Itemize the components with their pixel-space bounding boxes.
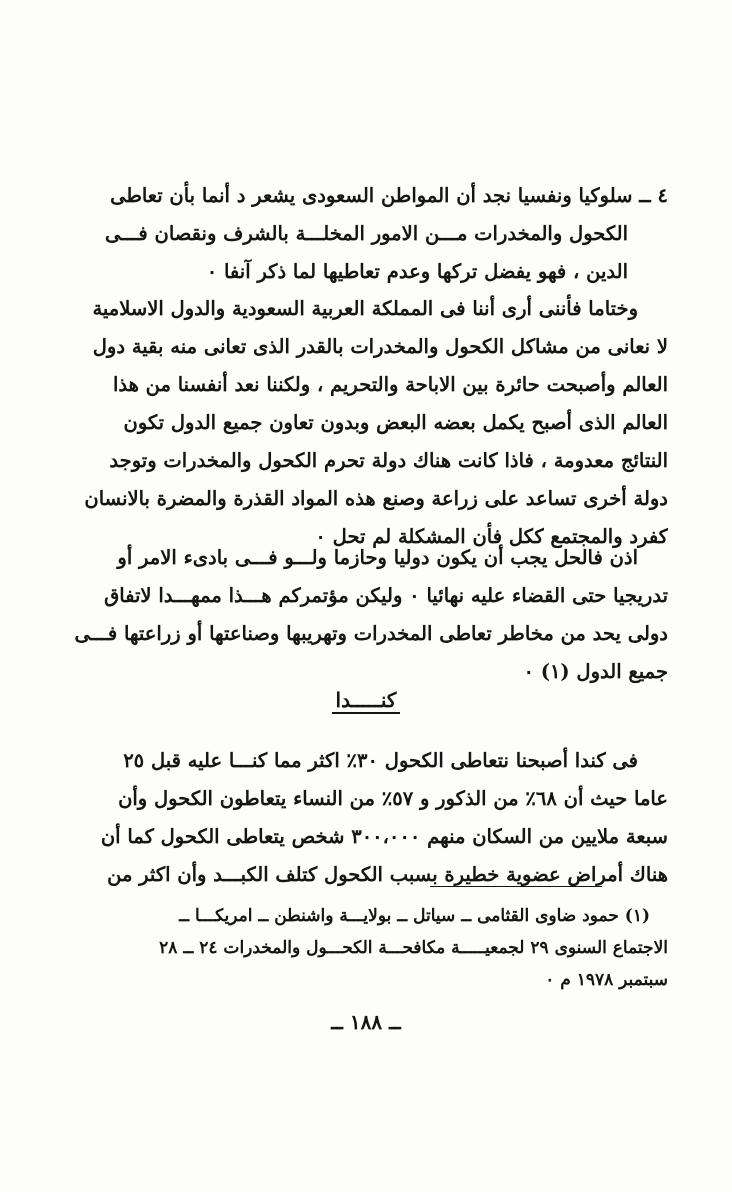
text-line: اذن فالحل يجب أن يكون دوليا وحازما ولـــو فـــى بادىء الامر أو <box>117 546 638 569</box>
footnote-line: الاجتماع السنوى ٢٩ لجمعيـــــة مكافحـــة الكحـــول والمخدرات ٢٤ ــ ٢٨ <box>159 938 668 958</box>
section-heading <box>0 688 732 712</box>
canada-paragraph <box>72 742 668 894</box>
page-number: ــ ١٨٨ ــ <box>331 1010 401 1034</box>
text-line: العالم وأصبحت حائرة بين الاباحة والتحريم ، ولكننا نعد أنفسنا من هذا <box>112 373 668 396</box>
solution-paragraph <box>72 539 668 691</box>
conclusion-paragraph <box>72 290 668 556</box>
text-line: سبعة ملايين من السكان منهم ٣٠٠،٠٠٠ شخص يتعاطى الكحول كما أن <box>100 825 668 848</box>
text-line: الدين ، فهو يفضل تركها وعدم تعاطيها لما ذكر آنفا ٠ <box>206 260 628 283</box>
text-line: ٤ ــ سلوكيا ونفسيا نجد أن المواطن السعودى يشعر د أنما بأن تعاطى <box>110 184 668 207</box>
text-line: دولة أخرى تساعد على زراعة وصنع هذه المواد القذرة والمضرة بالانسان <box>84 487 668 510</box>
text-line: جميع الدول (١) ٠ <box>523 660 668 683</box>
text-line: هناك أمراض عضوية خطيرة بسبب الكحول كتلف الكبـــد وأن اكثر من <box>107 863 668 886</box>
text-line: لا نعانى من مشاكل الكحول والمخدرات بالقدر الذى تعانى منه بقية دول <box>92 335 668 358</box>
text-line: فى كندا أصبحنا نتعاطى الكحول ٣٠٪ اكثر مما كنـــا عليه قبل ٢٥ <box>123 749 638 772</box>
footnote <box>72 900 668 996</box>
text-line: دولى يحد من مخاطر تعاطى المخدرات وتهريبها وصناعتها أو زراعتها فـــى <box>74 622 668 645</box>
text-line: كفرد والمجتمع ككل فأن المشكلة لم تحل ٠ <box>315 525 668 548</box>
text-line: تدريجيا حتى القضاء عليه نهائيا ٠ وليكن مؤتمركم هـــذا ممهـــدا لاتفاق <box>104 584 668 607</box>
text-line: النتائج معدومة ، فاذا كانت هناك دولة تحرم الكحول والمخدرات وتوجد <box>109 449 668 472</box>
list-item-4 <box>72 177 668 291</box>
footnote-line: (١) حمود ضاوى القثامى ــ سياتل ــ بولايـــة واشنطن ــ امريكـــا ــ <box>179 906 650 926</box>
footnote-line: سبتمبر ١٩٧٨ م ٠ <box>545 970 668 990</box>
text-line: العالم الذى أصبح يكمل بعضه البعض وبدون تعاون جميع الدول تكون <box>123 411 668 434</box>
footnote-divider <box>430 886 602 887</box>
text-line: عاما حيث أن ٦٨٪ من الذكور و ٥٧٪ من النساء يتعاطون الكحول وأن <box>118 787 668 810</box>
text-line: الكحول والمخدرات مـــن الامور المخلـــة بالشرف ونقصان فـــى <box>105 222 628 245</box>
section-heading-text: كنـــــدا <box>332 688 401 714</box>
text-line: وختاما فأننى أرى أننا فى المملكة العربية السعودية والدول الاسلامية <box>92 297 638 320</box>
